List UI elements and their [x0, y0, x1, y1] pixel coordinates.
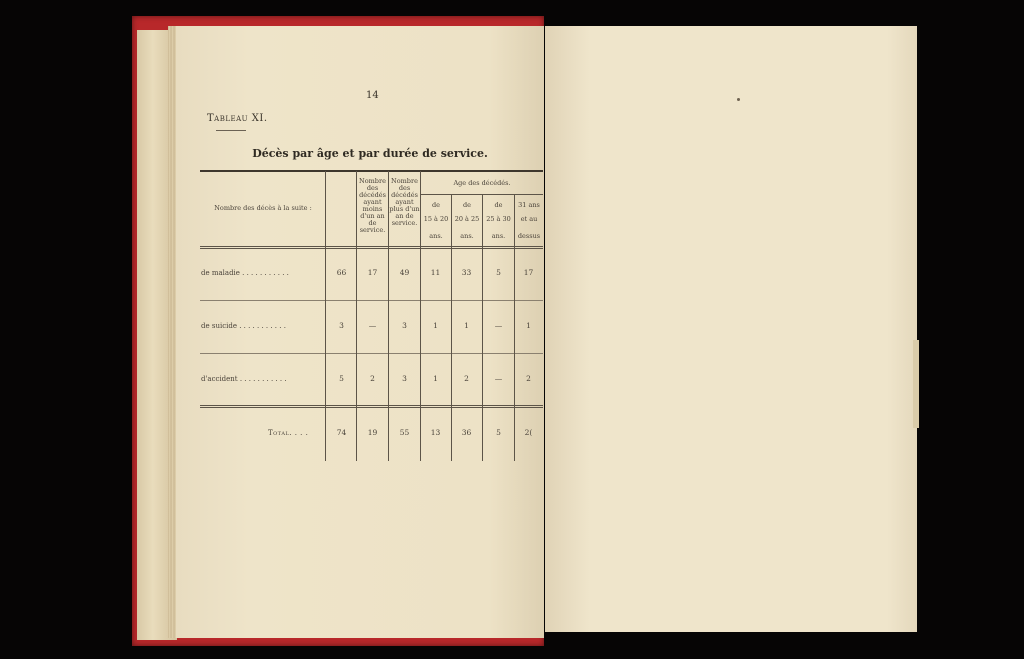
age-col-top: de: [431, 201, 440, 209]
page-edge-right: [913, 340, 919, 428]
table-cell: 11: [430, 268, 441, 277]
age-col-bottom: ans.: [460, 232, 474, 240]
right-page-blank: [545, 26, 917, 632]
age-col-mid: 15 à 20: [423, 215, 449, 223]
table-cell: 1: [433, 374, 438, 383]
table-cell: 66: [336, 268, 347, 277]
total-rule: [200, 405, 543, 406]
table-top-rule: [200, 170, 543, 172]
table-cell: 2: [370, 374, 375, 383]
total-cell: 5: [496, 428, 501, 437]
header-bottom-rule: [200, 246, 543, 247]
table-cell: —: [368, 321, 377, 330]
age-col-mid: 25 à 30: [486, 215, 511, 223]
table-cell: 2: [526, 374, 531, 383]
row-label-suicide: de suicide . . . . . . . . . . .: [201, 322, 286, 330]
col-header-plus-un-an: Nombre des décédés ayant plus d'un an de service.: [389, 177, 420, 227]
total-cell: 55: [399, 428, 410, 437]
total-cell: 74: [336, 428, 347, 437]
row-label-accident: d'accident . . . . . . . . . . .: [201, 375, 287, 383]
tableau-underline: [216, 130, 246, 131]
table-cell: —: [494, 321, 503, 330]
age-col-mid: et au: [520, 216, 538, 223]
table-cell: 49: [399, 268, 410, 277]
table-cell: 33: [461, 268, 472, 277]
total-label: Total. . . .: [268, 429, 309, 437]
table-cell: 1: [526, 321, 531, 330]
total-cell: 19: [367, 428, 378, 437]
total-rule-2: [200, 407, 543, 408]
row-label-maladie: de maladie . . . . . . . . . . .: [201, 269, 289, 277]
header-bottom-rule-2: [200, 248, 543, 249]
table-cell: 17: [523, 268, 534, 277]
table-cell: 5: [496, 268, 501, 277]
table-title: Décès par âge et par durée de service.: [252, 147, 488, 160]
age-col-bottom: dessus: [517, 233, 541, 240]
col-header-moins-un-an: Nombre des décédés ayant moins d'un an de service.: [359, 177, 386, 234]
page-number: 14: [366, 90, 379, 101]
row-rule: [200, 353, 543, 354]
table-cell: 17: [367, 268, 378, 277]
age-group-header: Age des décédés.: [453, 179, 511, 187]
col-rule: [325, 171, 326, 461]
age-col-mid: 20 à 25: [454, 215, 480, 223]
age-col-top: de: [462, 201, 471, 209]
paper-spot: [737, 98, 740, 101]
age-col-top: de: [494, 201, 503, 209]
table-cell: 3: [402, 374, 407, 383]
table-cell: —: [494, 374, 503, 383]
row-header: Nombre des décès à la suite :: [214, 204, 312, 212]
total-cell: 13: [430, 428, 441, 437]
table-cell: 1: [464, 321, 469, 330]
age-col-top: 31 ans: [518, 202, 540, 209]
table-cell: 3: [402, 321, 407, 330]
table-cell: 2: [464, 374, 469, 383]
total-cell: 2(: [524, 428, 533, 437]
total-cell: 36: [461, 428, 472, 437]
age-col-bottom: ans.: [491, 232, 506, 240]
table-cell: 1: [433, 321, 438, 330]
table-cell: 5: [339, 374, 344, 383]
row-rule: [200, 300, 543, 301]
tableau-label: Tableau XI.: [207, 113, 268, 124]
col-rule: [420, 171, 421, 461]
table-cell: 3: [339, 321, 344, 330]
age-col-bottom: ans.: [429, 232, 443, 240]
